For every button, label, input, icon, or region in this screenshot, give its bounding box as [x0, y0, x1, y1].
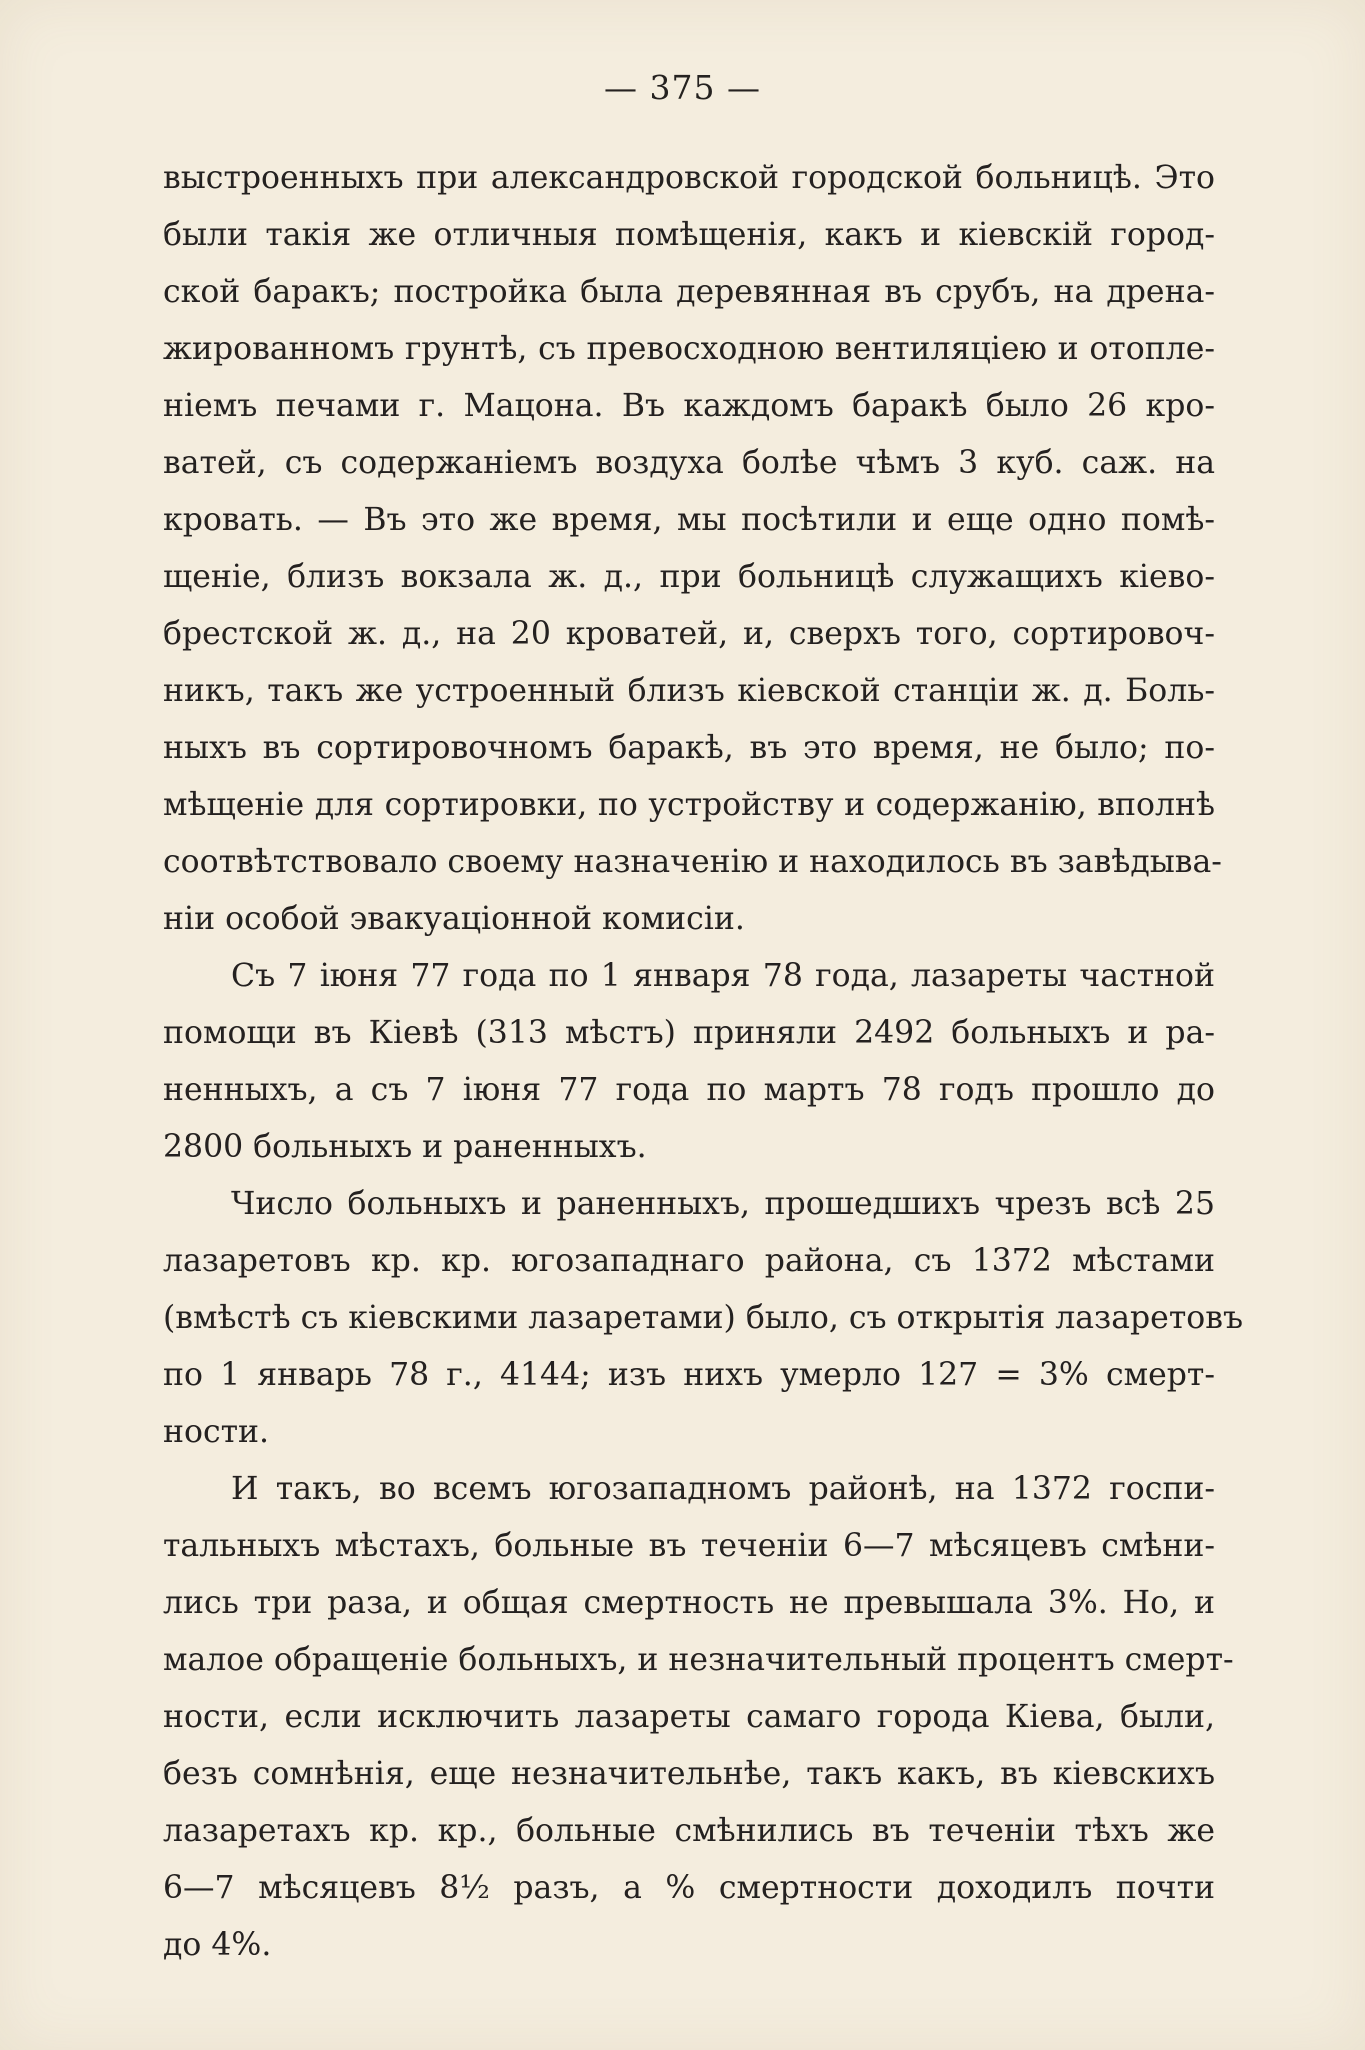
text-line: ности.	[163, 1414, 270, 1450]
text-line: щеніе, близъ вокзала ж. д., при больницѣ служащихъ кіево-	[163, 559, 1215, 595]
text-line: соотвѣтствовало своему назначенію и находилось въ завѣдыва-	[163, 844, 1222, 880]
text-line: ніи особой эвакуаціонной комисіи.	[163, 901, 745, 937]
paragraph-4	[163, 1461, 1234, 1974]
text-line: малое обращеніе больныхъ, и незначительный процентъ смерт-	[163, 1642, 1234, 1678]
paragraph-2	[163, 948, 1215, 1176]
text-line: 6—7 мѣсяцевъ 8½ разъ, а % смертности доходилъ почти	[163, 1870, 1215, 1906]
text-line: ности, если исключить лазареты самаго города Кіева, были,	[163, 1699, 1215, 1735]
text-line: никъ, такъ же устроенный близъ кіевской станціи ж. д. Боль-	[163, 673, 1215, 709]
text-line: И такъ, во всемъ югозападномъ районѣ, на 1372 госпи-	[231, 1471, 1215, 1507]
text-line: лазаретовъ кр. кр. югозападнаго района, съ 1372 мѣстами	[163, 1243, 1215, 1279]
text-line: (вмѣстѣ съ кіевскими лазаретами) было, съ открытія лазаретовъ	[163, 1300, 1243, 1336]
text-line: ненныхъ, а съ 7 іюня 77 года по мартъ 78 годъ прошло до	[163, 1072, 1215, 1108]
paragraph-3	[163, 1176, 1243, 1461]
text-line: жированномъ грунтѣ, съ превосходною вентиляціею и отопле-	[163, 331, 1215, 367]
text-line: лись три раза, и общая смертность не превышала 3%. Но, и	[163, 1585, 1215, 1621]
text-line: Число больныхъ и раненныхъ, прошедшихъ чрезъ всѣ 25	[231, 1186, 1215, 1222]
page-number: — 375 —	[604, 68, 761, 107]
text-line: кровать. — Въ это же время, мы посѣтили и еще одно помѣ-	[163, 502, 1215, 538]
text-line: Съ 7 іюня 77 года по 1 января 78 года, лазареты частной	[231, 958, 1215, 994]
text-line: безъ сомнѣнія, еще незначительнѣе, такъ какъ, въ кіевскихъ	[163, 1756, 1215, 1792]
text-line: ніемъ печами г. Мацона. Въ каждомъ баракѣ было 26 кро-	[163, 388, 1215, 424]
text-line: выстроенныхъ при александровской городской больницѣ. Это	[163, 160, 1215, 196]
text-line: мѣщеніе для сортировки, по устройству и содержанію, вполнѣ	[163, 787, 1215, 823]
paragraph-1	[163, 150, 1222, 948]
text-line: ватей, съ содержаніемъ воздуха болѣе чѣмъ 3 куб. саж. на	[163, 445, 1215, 481]
text-line: до 4%.	[163, 1927, 272, 1963]
text-line: по 1 январь 78 г., 4144; изъ нихъ умерло 127 = 3% смерт-	[163, 1357, 1215, 1393]
text-line: 2800 больныхъ и раненныхъ.	[163, 1129, 647, 1165]
text-line: ской баракъ; постройка была деревянная въ срубъ, на дрена-	[163, 274, 1215, 310]
text-line: брестской ж. д., на 20 кроватей, и, сверхъ того, сортировоч-	[163, 616, 1215, 652]
text-line: тальныхъ мѣстахъ, больные въ теченіи 6—7 мѣсяцевъ смѣни-	[163, 1528, 1215, 1564]
text-line: ныхъ въ сортировочномъ баракѣ, въ это время, не было; по-	[163, 730, 1215, 766]
text-line: были такія же отличныя помѣщенія, какъ и кіевскій город-	[163, 217, 1215, 253]
text-line: лазаретахъ кр. кр., больные смѣнились въ теченіи тѣхъ же	[163, 1813, 1215, 1849]
body-text	[163, 150, 1243, 1974]
text-line: помощи въ Кіевѣ (313 мѣстъ) приняли 2492 больныхъ и ра-	[163, 1015, 1215, 1051]
